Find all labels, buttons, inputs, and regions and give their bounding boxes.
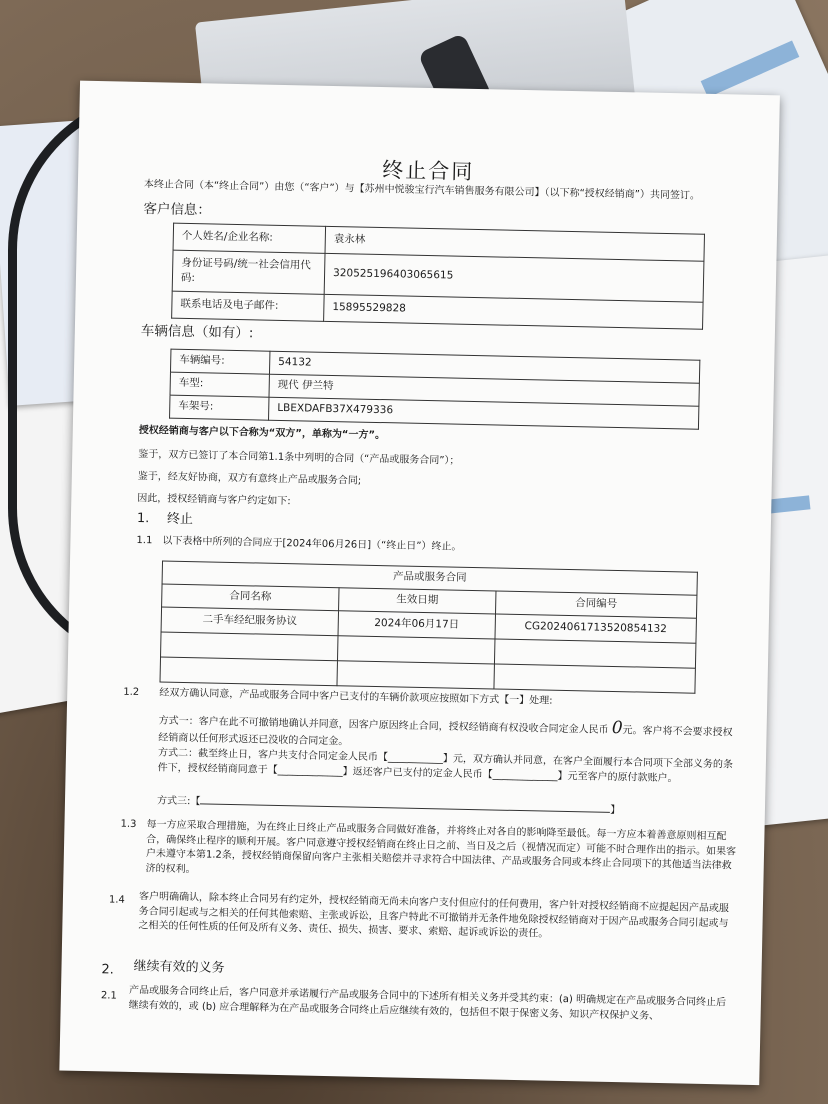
customer-section-label: 客户信息： [143,201,212,219]
section-2-title: 继续有效的义务 [133,958,225,976]
option-1-text: 方式一：客户在此不可撤销地确认并同意，因客户原因终止合同，授权经销商有权没收合同定金人民币 [158,715,609,736]
clause-1-3-number: 1.3 [120,818,137,831]
section-1-title: 终止 [166,511,194,528]
handwritten-amount: 0 [611,717,623,739]
option-3-text: 方式三:【 [156,795,201,808]
option-1-tail: 元。客户将不会要求授权经销商以任何形式返还已没收的合同定金。 [158,725,733,748]
row-value: 袁永林 [325,226,704,261]
row-value: 现代 伊兰特 [269,374,699,406]
table-cell [161,632,338,661]
row-label: 车辆编号: [170,349,269,374]
vehicle-section-label: 车辆信息（如有）: [140,322,254,342]
customer-info-table [171,223,705,330]
option-choice: 一 [509,694,520,707]
table-cell: 2024年06月17日 [338,611,495,639]
column-header: 生效日期 [339,588,496,614]
column-header: 合同编号 [495,591,696,618]
whereas-clause-2: 鉴于，经友好协商，双方有意终止产品或服务合同; [137,470,362,487]
column-header: 合同名称 [162,584,339,611]
clause-1-1: 以下表格中所列的合同应于[2024年06月26日]（“终止日”）终止。 [162,535,462,553]
therefore-clause: 因此，授权经销商与客户约定如下: [137,492,291,508]
contract-table [159,560,697,693]
row-value: 15895529828 [324,294,703,329]
clause-1-3: 每一方应采取合理措施，为在终止日终止产品或服务合同做好准备，并将终止对各自的影响降至最低。每一方应本着善意原则相互配合，确保终止程序的顺利开展。客户同意遵守授权经销商在终止日之前、当日及之后（视情况而定）可能不时合理作出的指示。如果客户未遵守本第1.2条，授权经销商保留向客户主张相关赔偿并寻求符合中国法律、产品或服务合同或本终止合同项下的其他适当法律救济的权利。 [145,819,737,875]
row-label: 身份证号码/统一社会信用代码: [172,250,325,294]
contract-page [59,81,780,1085]
table-cell [494,664,695,693]
section-1-number: 1. [136,510,150,527]
clause-1-4-number: 1.4 [108,894,125,906]
row-label: 个人姓名/企业名称: [173,223,326,253]
row-label: 车架号: [170,395,269,420]
section-2-number: 2. [101,962,115,978]
whereas-clause-1: 鉴于，双方已签订了本合同第1.1条中列明的合同（“产品或服务合同”）； [138,448,460,467]
table-cell [160,657,337,686]
clause-1-2-tail: 】处理: [519,695,553,707]
document-title: 终止合同 [382,158,475,184]
clause-1-1-number: 1.1 [136,534,153,547]
clause-2-1-number: 2.1 [100,990,117,1002]
table-caption: 产品或服务合同 [162,561,697,595]
intro-paragraph: 本终止合同（本“终止合同”）由您（“客户”）与【苏州中悦骏宝行汽车销售服务有限公司】（以下称“授权经销商”）共同签订。 [143,179,701,202]
option-3-tail: 】 [610,804,621,817]
row-label: 车型: [170,372,269,397]
table-cell: CG2024061713520854132 [495,614,696,643]
clause-1-2-number: 1.2 [123,686,140,699]
clause-1-4: 客户明确确认，除本终止合同另有约定外，授权经销商无尚未向客户支付但应付的任何费用，客户针对授权经销商不应提起因产品或服务合同引起或与之相关的任何其他索赔、主张或诉讼，且客户特此不可撤销并无条件地免除授权经销商对于因产品或服务合同引起或与之相关的任何性质的任何及所有义务、责任、损失、损害、要求、索赔、起诉或诉讼的责任。 [138,891,729,940]
row-label: 联系电话及电子邮件: [172,291,325,321]
option-3-blank [200,803,610,813]
row-value: 320525196403065615 [324,253,704,302]
vehicle-info-table [169,349,700,430]
clause-2-1: 产品或服务合同终止后，客户同意并承诺履行产品或服务合同中的下述所有相关义务并受其约束：(a) 明确规定在产品或服务合同终止后继续有效的，或 (b) 应合理解释为在产品或服务合同终止后应继续有效的，包括但不限于保密义务、知识产权保护义务、 [128,984,727,1022]
option-3 [157,794,737,821]
row-value: LBEXDAFB37X479336 [269,397,699,429]
option-2: 方式二：截至终止日，客户共支付合同定金人民币【___________】元，双方确认并同意，在客户全面履行本合同项下全部义务的条件下，授权经销商同意于【_____________】返还客户已支付的定金人民币【_____________】元至客户的原付款账户。 [157,747,734,784]
clause-1-2-lead: 经双方确认同意，产品或服务合同中客户已支付的车辆价款项应按照如下方式【 [159,687,510,706]
table-cell [337,661,494,689]
table-cell [337,636,494,664]
table-cell: 二手车经纪服务协议 [161,607,338,636]
party-definition: 授权经销商与客户以下合称为“双方”，单称为“一方”。 [138,424,386,442]
row-value: 54132 [269,351,699,383]
